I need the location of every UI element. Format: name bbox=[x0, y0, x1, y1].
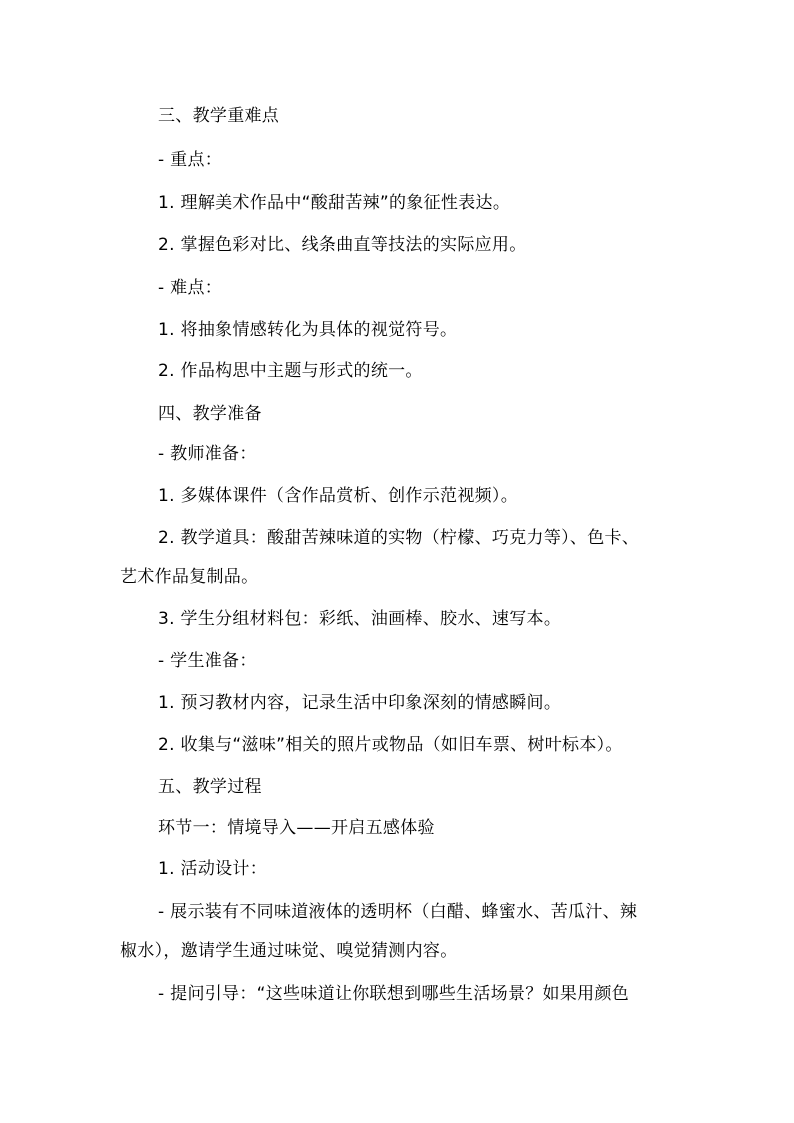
paragraph-line: 1. 多媒体课件（含作品赏析、创作示范视频）。 bbox=[158, 486, 519, 506]
paragraph-line: - 难点： bbox=[158, 278, 223, 298]
paragraph-line: - 展示装有不同味道液体的透明杯（白醋、蜂蜜水、苦瓜汁、辣 bbox=[158, 902, 638, 922]
paragraph-line: 1. 活动设计： bbox=[158, 859, 268, 879]
section-heading-5: 五、教学过程 bbox=[158, 777, 262, 797]
paragraph-line: - 提问引导：“这些味道让你联想到哪些生活场景？如果用颜色 bbox=[158, 984, 630, 1004]
paragraph-line: - 教师准备： bbox=[158, 444, 257, 464]
paragraph-line: 2. 作品构思中主题与形式的统一。 bbox=[158, 361, 423, 381]
paragraph-line: 1. 预习教材内容，记录生活中印象深刻的情感瞬间。 bbox=[158, 693, 562, 713]
paragraph-line: - 学生准备： bbox=[158, 651, 257, 671]
section-heading-3: 三、教学重难点 bbox=[158, 106, 280, 126]
paragraph-line: 2. 掌握色彩对比、线条曲直等技法的实际应用。 bbox=[158, 235, 527, 255]
paragraph-line: 1. 将抽象情感转化为具体的视觉符号。 bbox=[158, 320, 458, 340]
paragraph-line: 1. 理解美术作品中“酸甜苦辣”的象征性表达。 bbox=[158, 193, 511, 213]
paragraph-line: 环节一：情境导入——开启五感体验 bbox=[158, 818, 435, 838]
paragraph-line: 椒水），邀请学生通过味觉、嗅觉猜测内容。 bbox=[120, 941, 458, 961]
paragraph-line: 2. 收集与“滋味”相关的照片或物品（如旧车票、树叶标本）。 bbox=[158, 735, 623, 755]
paragraph-line: - 重点： bbox=[158, 150, 223, 170]
paragraph-line: 2. 教学道具：酸甜苦辣味道的实物（柠檬、巧克力等）、色卡、 bbox=[158, 528, 640, 548]
section-heading-4: 四、教学准备 bbox=[158, 404, 262, 424]
paragraph-line: 艺术作品复制品。 bbox=[120, 567, 259, 587]
paragraph-line: 3. 学生分组材料包：彩纸、油画棒、胶水、速写本。 bbox=[158, 609, 562, 629]
